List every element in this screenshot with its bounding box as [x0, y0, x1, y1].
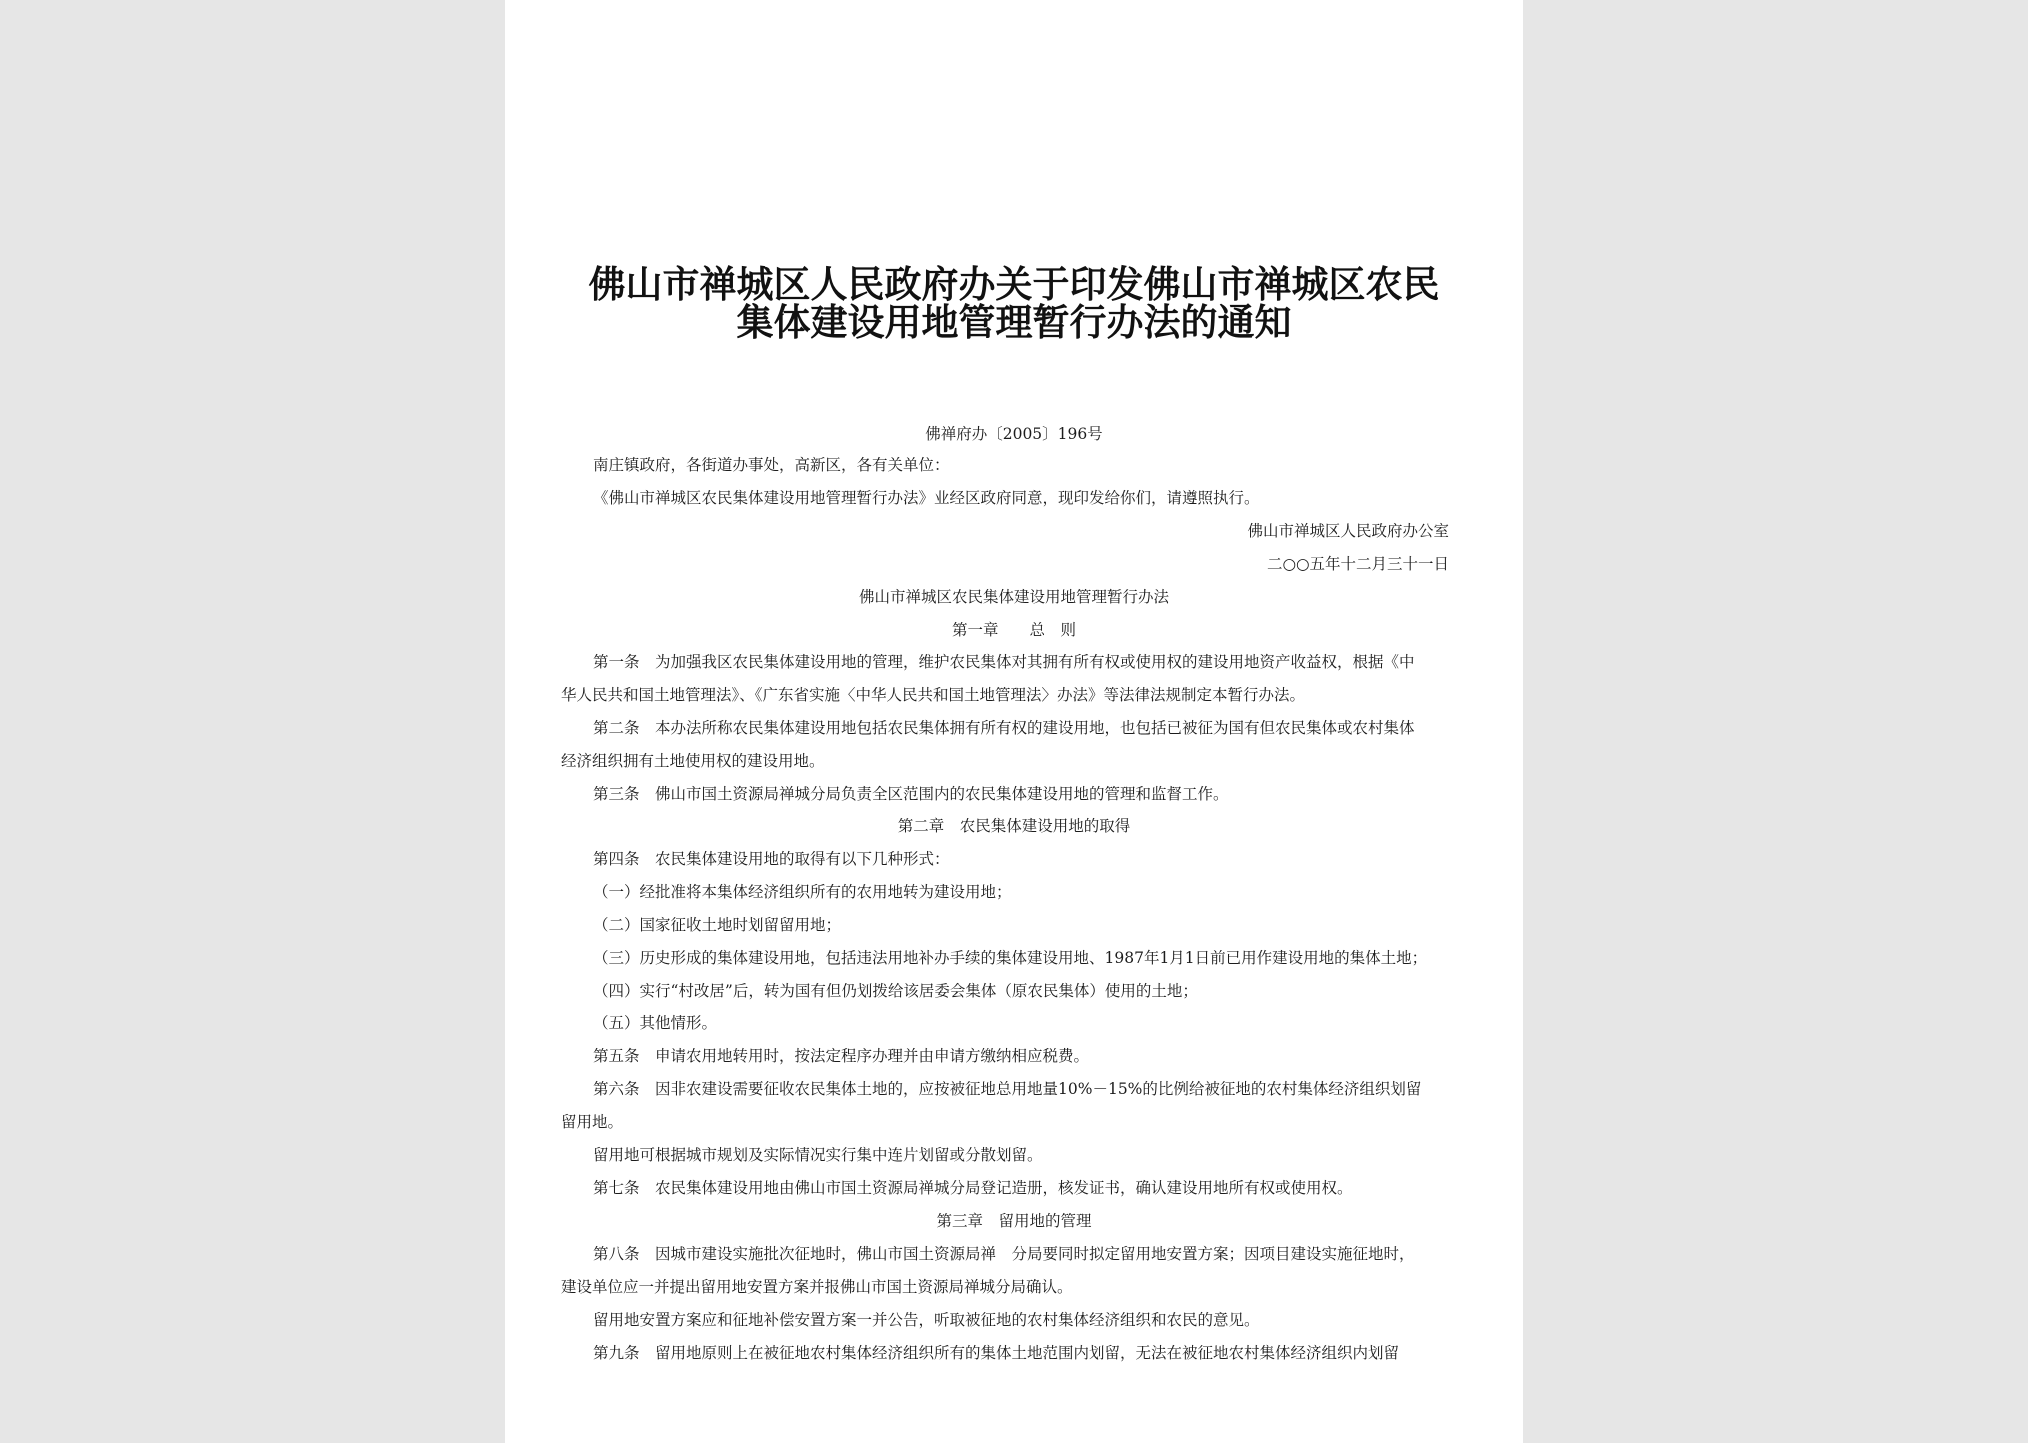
article-5: 第五条 申请农用地转用时，按法定程序办理并由申请方缴纳相应税费。 — [593, 1047, 1090, 1065]
article-1-line-1: 第一条 为加强我区农民集体建设用地的管理，维护农民集体对其拥有所有权或使用权的建设用地资产收益权，根据《中 — [593, 653, 1415, 671]
article-4-item-4: （四）实行“村改居”后，转为国有但仍划拨给该居委会集体（原农民集体）使用的土地； — [593, 982, 1198, 1000]
article-2-line-2: 经济组织拥有土地使用权的建设用地。 — [561, 752, 825, 770]
article-4-item-5: （五）其他情形。 — [593, 1014, 718, 1032]
document-title-line-2: 集体建设用地管理暂行办法的通知 — [736, 300, 1292, 344]
article-6-line-1: 第六条 因非农建设需要征收农民集体土地的，应按被征地总用地量10%－15%的比例给被征地的农村集体经济组织划留 — [593, 1080, 1422, 1098]
article-8-line-2: 建设单位应一并提出留用地安置方案并报佛山市国土资源局禅城分局确认。 — [561, 1278, 1073, 1296]
article-4-item-3: （三）历史形成的集体建设用地，包括违法用地补办手续的集体建设用地、1987年1月1日前已用作建设用地的集体土地； — [593, 949, 1428, 967]
chapter-heading: 第二章 农民集体建设用地的取得 — [897, 817, 1131, 835]
article-8-paragraph-2: 留用地安置方案应和征地补偿安置方案一并公告，听取被征地的农村集体经济组织和农民的意见。 — [593, 1311, 1260, 1329]
document-title-line-1: 佛山市禅城区人民政府办关于印发佛山市禅城区农民 — [588, 262, 1440, 306]
addressee: 南庄镇政府，各街道办事处，高新区，各有关单位： — [593, 456, 950, 474]
article-6-line-2: 留用地。 — [561, 1113, 624, 1131]
intro-paragraph: 《佛山市禅城区农民集体建设用地管理暂行办法》业经区政府同意，现印发给你们，请遵照执行。 — [593, 489, 1260, 507]
article-3: 第三条 佛山市国土资源局禅城分局负责全区范围内的农民集体建设用地的管理和监督工作。 — [593, 785, 1229, 803]
article-4: 第四条 农民集体建设用地的取得有以下几种形式： — [593, 850, 950, 868]
article-4-item-2: （二）国家征收土地时划留留用地； — [593, 916, 842, 934]
chapter-heading: 第一章 总 则 — [951, 621, 1076, 639]
article-4-item-1: （一）经批准将本集体经济组织所有的农用地转为建设用地； — [593, 883, 1012, 901]
article-8-line-1: 第八条 因城市建设实施批次征地时，佛山市国土资源局禅 分局要同时拟定留用地安置方案；因项目建设实施征地时， — [593, 1245, 1415, 1263]
issuer: 佛山市禅城区人民政府办公室 — [1247, 522, 1449, 540]
document-number: 佛禅府办〔2005〕196号 — [925, 425, 1103, 443]
chapter-heading: 第三章 留用地的管理 — [936, 1212, 1092, 1230]
article-2-line-1: 第二条 本办法所称农民集体建设用地包括农民集体拥有所有权的建设用地，也包括已被征为国有但农民集体或农村集体 — [593, 719, 1415, 737]
article-1-line-2: 华人民共和国土地管理法》、《广东省实施〈中华人民共和国土地管理法〉办法》等法律法规制定本暂行办法。 — [561, 686, 1306, 704]
document-page — [505, 0, 1523, 1443]
issue-date: 二○○五年十二月三十一日 — [1266, 555, 1449, 573]
article-9-line-1: 第九条 留用地原则上在被征地农村集体经济组织所有的集体土地范围内划留，无法在被征地农村集体经济组织内划留 — [593, 1344, 1400, 1362]
article-7: 第七条 农民集体建设用地由佛山市国土资源局禅城分局登记造册，核发证书，确认建设用地所有权或使用权。 — [593, 1179, 1353, 1197]
measures-title: 佛山市禅城区农民集体建设用地管理暂行办法 — [858, 588, 1169, 606]
article-6-paragraph-2: 留用地可根据城市规划及实际情况实行集中连片划留或分散划留。 — [593, 1146, 1043, 1164]
